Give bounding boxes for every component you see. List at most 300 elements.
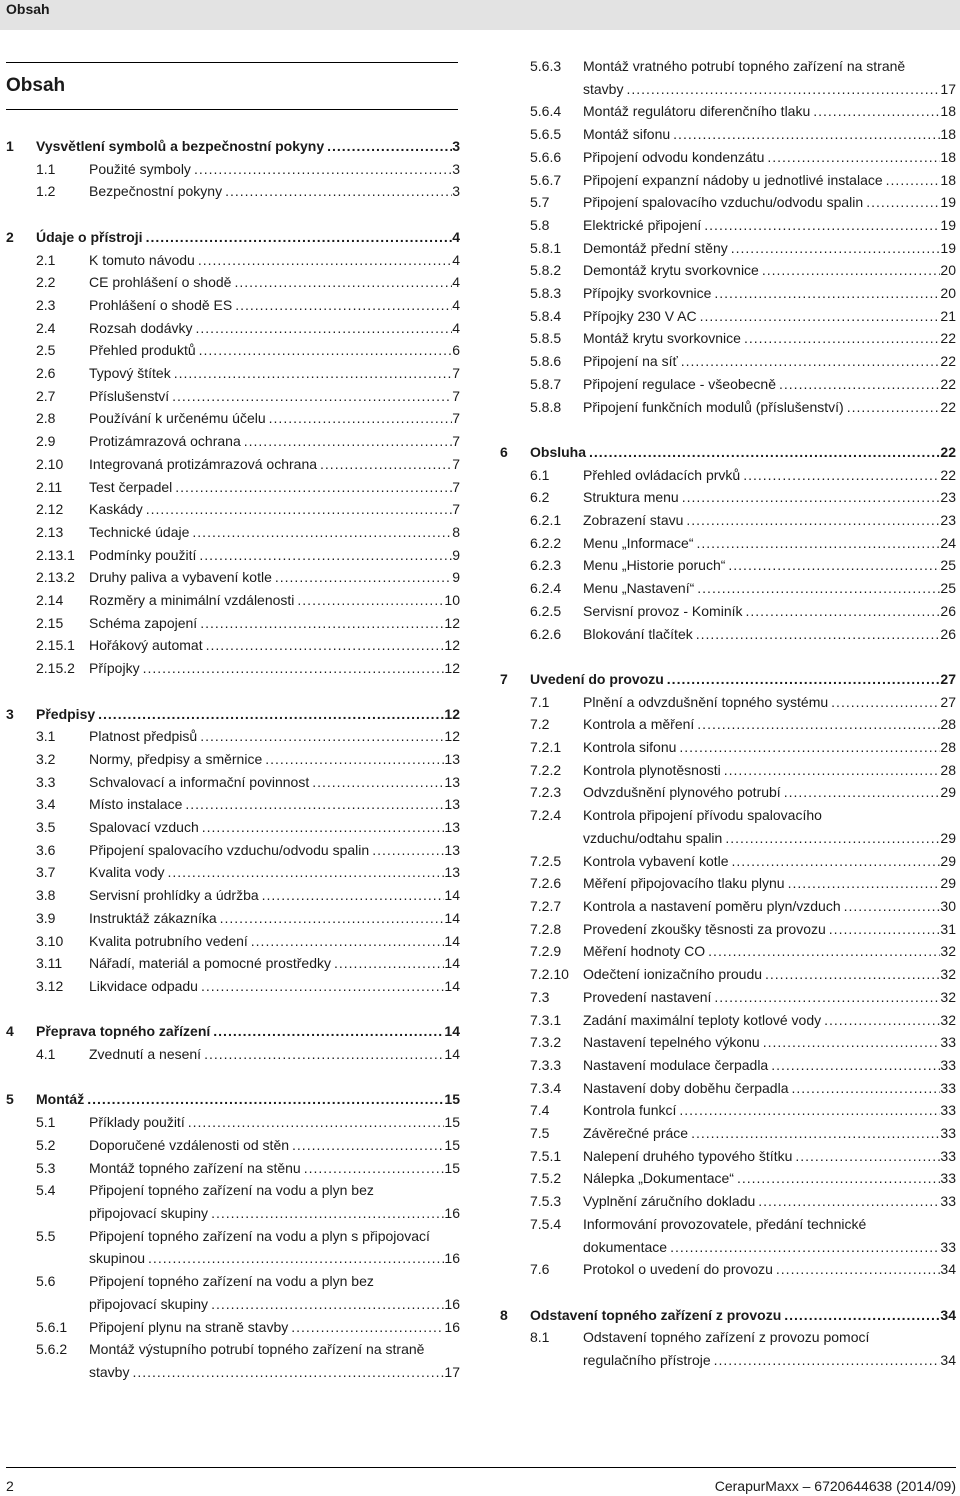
- toc-entry[interactable]: [500, 1054, 956, 1077]
- toc-entry[interactable]: [6, 1111, 460, 1134]
- toc-entry[interactable]: [500, 1258, 956, 1281]
- toc-entry[interactable]: [6, 158, 460, 181]
- toc-entry-body: [89, 317, 460, 340]
- toc-entry-number: 5.2: [36, 1136, 56, 1153]
- dot-leader: [288, 1316, 444, 1339]
- toc-entry-body: [583, 691, 956, 714]
- toc-entry[interactable]: [500, 759, 956, 782]
- dot-leader: [208, 1293, 444, 1316]
- dot-leader: [169, 385, 452, 408]
- toc-entry-body: [89, 566, 460, 589]
- dot-leader: [301, 1157, 445, 1180]
- toc-entry-number: 7.2.3: [530, 784, 562, 801]
- toc-entry-number: 7.2: [530, 716, 550, 733]
- toc-entry[interactable]: [500, 940, 956, 963]
- toc-entry[interactable]: [500, 464, 956, 487]
- toc-entry-body: [583, 554, 956, 577]
- toc-entry-page: 12: [444, 637, 460, 654]
- toc-entry-number: 5.6.3: [530, 58, 562, 74]
- dot-leader: [725, 554, 940, 577]
- toc-entry-body: [89, 612, 460, 635]
- toc-entry-number: 3.9: [36, 909, 56, 926]
- toc-entry[interactable]: [6, 930, 460, 953]
- toc-entry-body: [583, 464, 956, 487]
- toc-entry[interactable]: [500, 850, 956, 873]
- toc-entry-number: 2: [6, 228, 14, 245]
- toc-entry-body: [89, 816, 460, 839]
- toc-entry[interactable]: [6, 521, 460, 544]
- toc-entry[interactable]: [6, 657, 460, 680]
- toc-entry-number: 7.3.3: [530, 1056, 562, 1073]
- dot-leader: [208, 1202, 444, 1225]
- dot-leader: [143, 226, 453, 249]
- toc-entry[interactable]: [6, 612, 460, 635]
- toc-entry-body: [89, 180, 460, 203]
- toc-entry-number: 7.5.2: [530, 1170, 562, 1187]
- toc-entry[interactable]: [6, 1179, 460, 1224]
- toc-entry-page: 28: [940, 716, 956, 733]
- toc-entry[interactable]: [500, 554, 956, 577]
- toc-entry-page: 34: [940, 1306, 956, 1323]
- toc-entry-title-cont-line: [89, 1247, 460, 1270]
- dot-leader: [711, 1349, 941, 1372]
- dot-leader: [623, 78, 940, 101]
- dot-leader: [676, 1099, 940, 1122]
- toc-entry[interactable]: [500, 1326, 956, 1371]
- toc-entry-page: 6: [452, 342, 460, 359]
- toc-entry-number: 7.1: [530, 693, 550, 710]
- toc-entry-number: 3: [6, 705, 14, 722]
- toc-entry[interactable]: [6, 1225, 460, 1270]
- toc-entry-title-cont-line: [583, 1236, 956, 1259]
- toc-entry[interactable]: [6, 294, 460, 317]
- toc-entry[interactable]: [500, 259, 956, 282]
- toc-entry-page: 4: [452, 274, 460, 291]
- toc-entry-body: [36, 135, 460, 158]
- toc-entry-title: Odvzdušnění plynového potrubí: [583, 784, 781, 801]
- toc-entry-number: 5.5: [36, 1227, 56, 1244]
- toc-entry[interactable]: [6, 498, 460, 521]
- toc-entry-page: 22: [940, 375, 956, 392]
- toc-entry[interactable]: [6, 566, 460, 589]
- toc-entry-title-continued: regulačního přístroje: [583, 1352, 711, 1369]
- dot-leader: [688, 1122, 940, 1145]
- toc-entry[interactable]: [6, 339, 460, 362]
- toc-entry-body: [583, 237, 956, 260]
- dot-leader: [701, 214, 940, 237]
- toc-entry-body: [583, 327, 956, 350]
- dot-leader: [195, 249, 452, 272]
- dot-leader: [196, 339, 453, 362]
- dot-leader: [262, 748, 444, 771]
- toc-entry[interactable]: [500, 781, 956, 804]
- dot-leader: [764, 146, 940, 169]
- toc-entry-page: 15: [444, 1091, 460, 1108]
- toc-chapter-entry[interactable]: [6, 226, 460, 249]
- toc-entry-body: [583, 940, 956, 963]
- toc-entry-page: 33: [940, 1102, 956, 1119]
- toc-entry-body: [583, 713, 956, 736]
- toc-entry-number: 2.15: [36, 614, 64, 631]
- toc-entry-body: [583, 532, 956, 555]
- dot-leader: [182, 793, 444, 816]
- toc-entry-number: 3.11: [36, 955, 63, 972]
- toc-entry-title: Provedení nastavení: [583, 988, 712, 1005]
- toc-entry-title: Připojení odvodu kondenzátu: [583, 148, 765, 165]
- toc-entry[interactable]: [500, 509, 956, 532]
- toc-entry-title: Předpisy: [36, 705, 96, 722]
- toc-entry[interactable]: [6, 249, 460, 272]
- toc-entry[interactable]: [500, 1031, 956, 1054]
- toc-entry-page: 20: [940, 285, 956, 302]
- toc-entry[interactable]: [500, 396, 956, 419]
- toc-entry-title: Kontrola vybavení kotle: [583, 852, 729, 869]
- toc-entry[interactable]: [500, 305, 956, 328]
- dot-leader: [676, 736, 940, 759]
- toc-entry-title: Bezpečnostní pokyny: [89, 183, 223, 200]
- toc-entry[interactable]: [500, 918, 956, 941]
- toc-entry-title-continued: připojovací skupiny: [89, 1204, 209, 1221]
- dot-leader: [721, 759, 941, 782]
- toc-entry-number: 7.3.1: [530, 1011, 562, 1028]
- toc-entry-page: 20: [940, 262, 956, 279]
- toc-entry[interactable]: [6, 771, 460, 794]
- toc-entry-number: 7.5.3: [530, 1193, 562, 1210]
- toc-entry-body: [583, 963, 956, 986]
- toc-entry[interactable]: [6, 793, 460, 816]
- toc-entry[interactable]: [6, 1270, 460, 1315]
- toc-entry[interactable]: [500, 55, 956, 100]
- toc-entry[interactable]: [500, 123, 956, 146]
- dot-leader: [84, 1088, 444, 1111]
- toc-entry-number: 2.13.2: [36, 569, 75, 586]
- footer-document-id: CerapurMaxx – 6720644638 (2014/09): [714, 1478, 956, 1494]
- dot-leader: [185, 1111, 445, 1134]
- toc-entry[interactable]: [500, 214, 956, 237]
- toc-entry-page: 13: [444, 773, 460, 790]
- toc-entry-number: 7.2.6: [530, 875, 562, 892]
- toc-entry-number: 2.9: [36, 433, 56, 450]
- toc-entry-body: [583, 804, 956, 849]
- toc-entry[interactable]: [500, 1099, 956, 1122]
- toc-entry[interactable]: [500, 1190, 956, 1213]
- toc-entry[interactable]: [500, 691, 956, 714]
- toc-entry-number: 3.7: [36, 864, 56, 881]
- toc-entry[interactable]: [6, 385, 460, 408]
- toc-entry-body: [583, 759, 956, 782]
- toc-chapter-entry[interactable]: [6, 1088, 460, 1111]
- toc-entry-page: 22: [940, 466, 956, 483]
- toc-entry[interactable]: [500, 804, 956, 849]
- dot-leader: [172, 476, 452, 499]
- toc-chapter-entry[interactable]: [500, 1304, 956, 1327]
- toc-chapter-entry[interactable]: [500, 668, 956, 691]
- dot-leader: [231, 271, 452, 294]
- toc-entry[interactable]: [500, 713, 956, 736]
- toc-entry[interactable]: [500, 1122, 956, 1145]
- toc-entry-body: [583, 1031, 956, 1054]
- toc-entry-title: Kvalita vody: [89, 864, 165, 881]
- toc-entry[interactable]: [6, 1134, 460, 1157]
- dot-leader: [193, 317, 453, 340]
- toc-entry-body: [89, 952, 460, 975]
- toc-entry-title: Závěrečné práce: [583, 1125, 689, 1142]
- toc-entry-number: 5.4: [36, 1182, 56, 1199]
- toc-entry[interactable]: [500, 577, 956, 600]
- toc-entry-body: [583, 895, 956, 918]
- toc-entry-number: 6.2.1: [530, 512, 562, 529]
- toc-entry-number: 2.6: [36, 365, 56, 382]
- toc-entry-page: 4: [452, 251, 460, 268]
- toc-entry-number: 5.6.1: [36, 1318, 68, 1335]
- toc-entry-page: 4: [452, 228, 460, 245]
- toc-entry-page: 7: [452, 478, 460, 495]
- dot-leader: [129, 1361, 444, 1384]
- toc-entry-page: 33: [940, 1034, 956, 1051]
- toc-chapter-entry[interactable]: [6, 1020, 460, 1043]
- toc-chapter-entry[interactable]: [6, 703, 460, 726]
- toc-entry[interactable]: [500, 963, 956, 986]
- toc-entry[interactable]: [500, 327, 956, 350]
- toc-chapter-entry[interactable]: [500, 441, 956, 464]
- toc-entry-body: [583, 577, 956, 600]
- toc-entry-title: Hořákový automat: [89, 637, 203, 654]
- toc-entry-title: Připojení spalovacího vzduchu/odvodu spalin: [89, 841, 370, 858]
- toc-entry-body: [583, 214, 956, 237]
- toc-entry[interactable]: [6, 407, 460, 430]
- toc-entry-body: [530, 1304, 956, 1327]
- toc-entry-number: 3.1: [36, 728, 56, 745]
- toc-entry[interactable]: [500, 237, 956, 260]
- toc-entry-title-cont-line: [89, 1361, 460, 1384]
- toc-entry-number: 7.2.2: [530, 761, 562, 778]
- dot-leader: [196, 544, 452, 567]
- toc-entry[interactable]: [6, 430, 460, 453]
- toc-entry[interactable]: [6, 861, 460, 884]
- toc-entry[interactable]: [500, 600, 956, 623]
- toc-entry[interactable]: [6, 634, 460, 657]
- toc-entry-number: 7.5: [530, 1125, 550, 1142]
- toc-entry-number: 6.2: [530, 489, 550, 506]
- toc-entry-title-continued: stavby: [583, 80, 624, 97]
- toc-entry-title: Odečtení ionizačního proudu: [583, 966, 763, 983]
- toc-entry[interactable]: [500, 986, 956, 1009]
- toc-entry-page: 31: [940, 920, 956, 937]
- toc-entry-page: 33: [940, 1079, 956, 1096]
- toc-entry[interactable]: [500, 1213, 956, 1258]
- toc-entry-page: 15: [444, 1159, 460, 1176]
- toc-entry[interactable]: [6, 271, 460, 294]
- toc-entry[interactable]: [500, 350, 956, 373]
- toc-entry-page: 33: [940, 1125, 956, 1142]
- toc-entry-body: [89, 544, 460, 567]
- dot-leader: [740, 464, 940, 487]
- toc-entry-number: 5.8.1: [530, 239, 562, 256]
- toc-entry[interactable]: [500, 1009, 956, 1032]
- toc-entry-title: Připojení na síť: [583, 353, 678, 370]
- toc-entry-number: 4.1: [36, 1046, 56, 1063]
- dot-leader: [201, 1043, 444, 1066]
- toc-entry-body: [36, 703, 460, 726]
- toc-entry[interactable]: [500, 146, 956, 169]
- toc-entry[interactable]: [500, 169, 956, 192]
- toc-entry[interactable]: [6, 1157, 460, 1180]
- toc-entry[interactable]: [500, 191, 956, 214]
- toc-entry[interactable]: [500, 486, 956, 509]
- toc-entry-title: Nálepka „Dokumentace“: [583, 1170, 734, 1187]
- toc-entry-body: [583, 123, 956, 146]
- toc-entry-page: 12: [444, 614, 460, 631]
- toc-entry[interactable]: [6, 1316, 460, 1339]
- toc-entry-page: 14: [444, 977, 460, 994]
- toc-entry[interactable]: [6, 317, 460, 340]
- toc-entry[interactable]: [6, 907, 460, 930]
- toc-entry[interactable]: [6, 180, 460, 203]
- toc-entry-title: Zvednutí a nesení: [89, 1046, 202, 1063]
- toc-entry[interactable]: [6, 748, 460, 771]
- toc-entry[interactable]: [500, 100, 956, 123]
- toc-entry-body: [583, 486, 956, 509]
- toc-entry[interactable]: [6, 589, 460, 612]
- dot-leader: [210, 1020, 444, 1043]
- toc-entry-body: [583, 1190, 956, 1213]
- toc-entry-title: Přeprava topného zařízení: [36, 1023, 211, 1040]
- toc-entry[interactable]: [6, 1043, 460, 1066]
- toc-entry[interactable]: [6, 544, 460, 567]
- toc-entry-title: Elektrické připojení: [583, 216, 702, 233]
- dot-leader: [369, 839, 444, 862]
- toc-entry-title: Demontáž krytu svorkovnice: [583, 262, 759, 279]
- toc-chapter-entry[interactable]: [6, 135, 460, 158]
- toc-entry-title: Schéma zapojení: [89, 614, 198, 631]
- dot-leader: [266, 407, 453, 430]
- dot-leader: [217, 907, 445, 930]
- toc-entry-page: 33: [940, 1056, 956, 1073]
- toc-entry-title-continued: dokumentace: [583, 1238, 668, 1255]
- toc-entry-page: 23: [940, 489, 956, 506]
- toc-entry-body: [36, 1020, 460, 1043]
- toc-entry-number: 5.7: [530, 194, 550, 211]
- dot-leader: [711, 986, 940, 1009]
- toc-entry[interactable]: [6, 362, 460, 385]
- dot-leader: [197, 725, 444, 748]
- toc-entry-body: [89, 1134, 460, 1157]
- toc-entry-body: [583, 600, 956, 623]
- toc-entry-number: 3.8: [36, 887, 56, 904]
- toc-entry[interactable]: [500, 1077, 956, 1100]
- toc-entry-title: Nářadí, materiál a pomocné prostředky: [89, 955, 331, 972]
- toc-entry[interactable]: [500, 532, 956, 555]
- toc-entry[interactable]: [500, 736, 956, 759]
- toc-entry-page: 9: [452, 546, 460, 563]
- toc-entry[interactable]: [6, 1338, 460, 1383]
- dot-leader: [331, 952, 444, 975]
- dot-leader: [729, 850, 941, 873]
- toc-entry[interactable]: [6, 839, 460, 862]
- toc-entry-body: [583, 850, 956, 873]
- section-gap: [500, 645, 956, 668]
- dot-leader: [883, 169, 941, 192]
- toc-entry[interactable]: [500, 895, 956, 918]
- toc-entry-body: [583, 1054, 956, 1077]
- dot-leader: [693, 623, 941, 646]
- toc-entry-page: 13: [444, 750, 460, 767]
- toc-entry-number: 2.8: [36, 410, 56, 427]
- toc-entry-page: 33: [940, 1170, 956, 1187]
- toc-entry-page: 19: [940, 239, 956, 256]
- toc-entry-title: Instruktáž zákazníka: [89, 909, 217, 926]
- toc-entry[interactable]: [500, 1167, 956, 1190]
- toc-entry-page: 21: [940, 307, 956, 324]
- toc-entry-title: Kontrola plynotěsnosti: [583, 761, 721, 778]
- toc-entry-body: [89, 249, 460, 272]
- toc-entry-title: Montáž sifonu: [583, 126, 671, 143]
- toc-entry-number: 5.6.5: [530, 126, 562, 143]
- toc-entry[interactable]: [500, 1145, 956, 1168]
- toc-entry-body: [89, 657, 460, 680]
- running-header: [0, 0, 960, 30]
- toc-entry-body: [89, 1270, 460, 1315]
- section-gap: [6, 680, 460, 703]
- toc-entry-number: 6.2.4: [530, 580, 562, 597]
- toc-entry-number: 2.13: [36, 523, 64, 540]
- title-bottom-rule: [6, 109, 458, 110]
- footer-rule: [6, 1467, 956, 1468]
- toc-entry[interactable]: [6, 952, 460, 975]
- toc-entry-title: Odstavení topného zařízení z provozu pomocí: [583, 1329, 870, 1346]
- toc-entry-body: [89, 793, 460, 816]
- toc-entry-number: 6.1: [530, 466, 550, 483]
- toc-entry[interactable]: [6, 884, 460, 907]
- toc-entry[interactable]: [6, 816, 460, 839]
- dot-leader: [189, 521, 452, 544]
- toc-entry-page: 14: [444, 887, 460, 904]
- toc-entry-number: 2.3: [36, 296, 56, 313]
- toc-entry-title-cont-line: [89, 1293, 460, 1316]
- toc-entry[interactable]: [500, 623, 956, 646]
- dot-leader: [145, 1247, 444, 1270]
- toc-entry-body: [36, 226, 460, 249]
- toc-entry[interactable]: [6, 453, 460, 476]
- toc-entry-number: 2.10: [36, 455, 64, 472]
- toc-entry-page: 29: [940, 875, 956, 892]
- toc-entry-page: 15: [444, 1136, 460, 1153]
- toc-entry-title: Kontrola sifonu: [583, 739, 677, 756]
- toc-entry-number: 3.2: [36, 750, 56, 767]
- toc-entry[interactable]: [500, 373, 956, 396]
- toc-entry-number: 5.8.6: [530, 353, 562, 370]
- toc-entry-body: [89, 1316, 460, 1339]
- toc-entry-body: [583, 1167, 956, 1190]
- dot-leader: [694, 713, 940, 736]
- toc-entry[interactable]: [500, 282, 956, 305]
- toc-entry-body: [583, 396, 956, 419]
- dot-leader: [785, 872, 941, 895]
- toc-entry-number: 7.2.10: [530, 966, 569, 983]
- dot-leader: [679, 486, 941, 509]
- section-gap: [500, 1281, 956, 1304]
- toc-entry[interactable]: [6, 476, 460, 499]
- toc-entry[interactable]: [6, 975, 460, 998]
- toc-entry[interactable]: [500, 872, 956, 895]
- toc-entry-title: Nalepení druhého typového štítku: [583, 1147, 793, 1164]
- toc-entry-title: Montáž: [36, 1091, 85, 1108]
- dot-leader: [693, 532, 940, 555]
- toc-entry-page: 34: [940, 1261, 956, 1278]
- toc-entry-body: [583, 1145, 956, 1168]
- toc-entry-number: 8.1: [530, 1329, 550, 1346]
- toc-entry[interactable]: [6, 725, 460, 748]
